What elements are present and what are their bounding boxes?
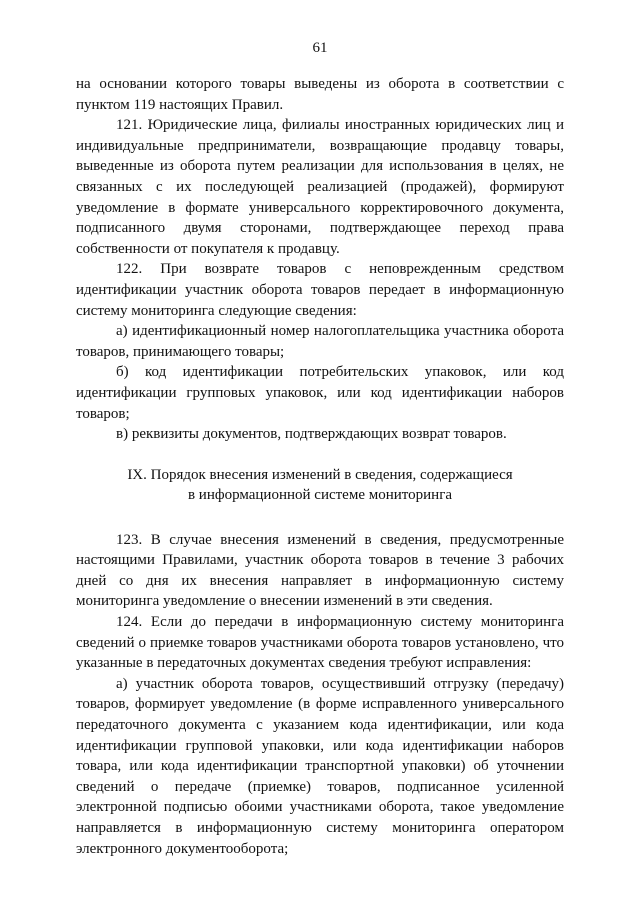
paragraph-124: 124. Если до передачи в информационную систему мониторинга сведений о приемке товаров участниками оборота товаров установлено, что указанные в передаточных документах сведения требуют исправления: [76, 614, 564, 672]
paragraph-123: 123. В случае внесения изменений в сведения, предусмотренные настоящими Правилами, участник оборота товаров в течение 3 рабочих дней со дня их внесения направляет в информационную систему мониторинга уведомление о внесении изменений в эти сведения. [76, 531, 564, 610]
paragraph-122-item-b: б) код идентификации потребительских упаковок, или код идентификации групповых упаковок, или код идентификации наборов товаров; [76, 364, 564, 422]
paragraph-121: 121. Юридические лица, филиалы иностранных юридических лиц и индивидуальные предприниматели, возвращающие продавцу товары, выведенные из оборота путем реализации для использования в целях, не связанных с их последующей реализацией (продажей), формируют уведомление в формате универсального корректировочного документа, подписанного двумя сторонами, подтверждающее переход права собственности от покупателя к продавцу. [76, 117, 564, 257]
document-body [76, 74, 564, 859]
paragraph-122-item-c: в) реквизиты документов, подтверждающих возврат товаров. [116, 426, 507, 443]
page-number: 61 [312, 40, 328, 56]
paragraph-122-item-a: а) идентификационный номер налогоплательщика участника оборота товаров, принимающего товары; [76, 323, 564, 360]
paragraph-124-item-a: а) участник оборота товаров, осуществивший отгрузку (передачу) товаров, формирует уведомление (в форме исправленного универсального передаточного документа с указанием кода идентификации, или кода идентификации групповой упаковки, или кода идентификации наборов товара, или кода идентификации транспортной упаковки) об уточнении сведений о передаче (приемке) товаров, подписанное усиленной электронной подписью обоими участниками оборота, такое уведомление направляется в информационную систему мониторинга оператором электронного документооборота; [76, 675, 564, 857]
section-heading-line-2: в информационной системе мониторинга [187, 486, 453, 503]
section-heading [76, 465, 564, 505]
section-heading-line-1: IX. Порядок внесения изменений в сведения, содержащиеся [127, 466, 513, 483]
paragraph-continuation: на основании которого товары выведены из оборота в соответствии с пунктом 119 настоящих Правил. [76, 76, 564, 113]
paragraph-122: 122. При возврате товаров с неповрежденным средством идентификации участник оборота товаров передает в информационную систему мониторинга следующие сведения: [76, 261, 564, 319]
